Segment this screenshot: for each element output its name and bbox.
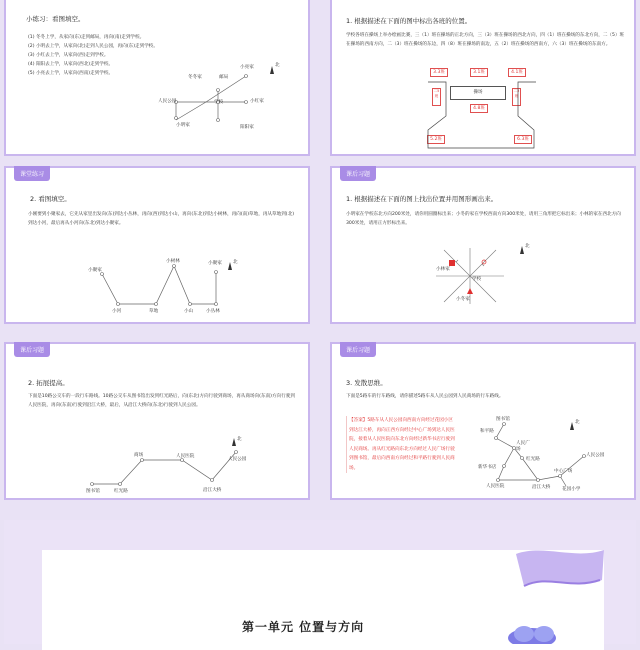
s1-label: 小红家 bbox=[250, 99, 264, 104]
s6-label: 人民公园 bbox=[586, 453, 605, 458]
s5-text: 下面是10路公交车的一段行车路线。10路公交车从图书馆出发到红光路后，向(东北)方向行驶到商场，再从商场向(东南)方向行驶到人民医院，再向(东南)行驶到沿江大桥，最后，从沿江大桥向(东北)行驶到人民公园。 bbox=[28, 394, 295, 408]
class-box: 4.8班 bbox=[470, 104, 488, 113]
s5-label: 人民公园 bbox=[228, 457, 247, 462]
s6-tag: 课后习题 bbox=[340, 342, 376, 357]
s3-label: 小聚家 bbox=[208, 261, 222, 266]
s3-tag: 课堂练习 bbox=[14, 166, 50, 181]
s6-label: 图书馆 bbox=[496, 417, 510, 422]
s1-label: 小明家 bbox=[176, 123, 190, 128]
slide-4[interactable] bbox=[330, 166, 636, 324]
s3-title: 2. 看图填空。 bbox=[30, 195, 71, 203]
s1-q1: (1) 冬冬上学，从家向(东)走到邮局，再向(南)走到学校。 bbox=[28, 35, 145, 40]
s5-label: 商场 bbox=[134, 453, 144, 458]
s3-map bbox=[6, 168, 312, 326]
s1-label: 邮局 bbox=[219, 75, 229, 80]
slide-1[interactable] bbox=[4, 0, 310, 156]
s6-label: 人民广场 bbox=[516, 441, 530, 452]
s4-north: 北 bbox=[525, 244, 530, 249]
s3-north: 北 bbox=[233, 260, 238, 265]
s6-label: 和平路 bbox=[480, 429, 494, 434]
class-box: 4.1班 bbox=[508, 68, 526, 77]
s1-q3: (3) 小红去上学，从家向(西)走到学校。 bbox=[28, 53, 109, 58]
s5-label: 红光路 bbox=[114, 489, 128, 494]
class-box: 5.2班 bbox=[427, 135, 445, 144]
s6-label: 沿江大桥 bbox=[532, 485, 551, 490]
s1-north: 北 bbox=[275, 63, 280, 68]
s6-text: 下面是5路车的行车路线，请你描述5路车从人民公园到人民商场的行车路线。 bbox=[346, 394, 504, 399]
s5-map bbox=[6, 344, 312, 502]
slide-2[interactable] bbox=[330, 0, 636, 156]
s4-label: 小冬家 bbox=[456, 297, 470, 302]
playground: 操场 bbox=[450, 86, 506, 100]
s5-north: 北 bbox=[237, 437, 242, 442]
class-box: 6.3班 bbox=[514, 135, 532, 144]
class-box: 二5班 bbox=[432, 88, 441, 106]
s1-label: 阳阳家 bbox=[240, 125, 254, 130]
s4-text: 小明家在学校东北方向200米处，请你用圆圈标出来；小冬的家在学校西南方向300米处，请用三角形把它标出来；小林的家在西北方向300米处，请用正方形标出来。 bbox=[346, 212, 621, 226]
s2-text: 学校各班在操场上举办绘画比赛，三（1）班在操场的正北方向，三（3）班在操场的西北方向，四（1）班在操场的东北方向，二（5）班在操场的西南方向，二（3）班在操场的东边，四（8）班在操场的南边，五（2）班在操场的西南方，六（3）班在操场的东南方。 bbox=[346, 33, 625, 47]
s4-label: 小林家 bbox=[436, 267, 450, 272]
s1-label: 学校 bbox=[214, 100, 224, 105]
s6-title: 3. 发散思维。 bbox=[346, 379, 387, 387]
s6-map bbox=[332, 344, 638, 502]
s5-label: 图书馆 bbox=[86, 489, 100, 494]
s4-tag: 课后习题 bbox=[340, 166, 376, 181]
s3-label: 草地 bbox=[149, 309, 159, 314]
cover-title: 第一单元 位置与方向 bbox=[242, 620, 365, 634]
s6-label: 红光路 bbox=[526, 457, 540, 462]
s6-label: 新华书店 bbox=[478, 465, 497, 470]
s5-label: 人民医院 bbox=[176, 454, 195, 459]
s6-label: 中心广场 bbox=[554, 469, 573, 474]
slide-cover[interactable] bbox=[4, 520, 636, 644]
s1-label: 小亮家 bbox=[240, 65, 254, 70]
s2-title: 1. 根据描述在下面的图中标出各班的位置。 bbox=[346, 17, 472, 25]
s6-north: 北 bbox=[575, 420, 580, 425]
s2-outline bbox=[332, 0, 638, 158]
s4-map bbox=[332, 168, 638, 326]
s3-text: 小刚要到小聚家去，它先从家里出发向(东)到达小丛林，再向(西)到达小山，再向(东北)到达小树林，再向(南)草地，再从草地到(北)到达小河，最后再从小河向(东北)到达小聚家。 bbox=[28, 212, 294, 226]
s4-title: 1. 根据描述在下面的图上找出位置并用图形画出来。 bbox=[346, 195, 498, 203]
class-box: 二3班 bbox=[512, 88, 521, 106]
s6-label: 花园小学 bbox=[562, 487, 581, 492]
s1-title: 小练习：看图填空。 bbox=[26, 15, 85, 23]
class-box: 3.3班 bbox=[430, 68, 448, 77]
s1-map bbox=[6, 0, 312, 158]
s3-label: 小丛林 bbox=[206, 309, 220, 314]
s1-label: 冬冬家 bbox=[188, 75, 202, 80]
s3-label: 小山 bbox=[184, 309, 194, 314]
s1-q5: (5) 小亮去上学，从家向(西南)走到学校。 bbox=[28, 71, 114, 76]
s1-q4: (4) 阳阳去上学，从家向(西北)走到学校。 bbox=[28, 62, 114, 67]
s5-title: 2. 拓展提高。 bbox=[28, 379, 69, 387]
slide-3[interactable] bbox=[4, 166, 310, 324]
s3-label: 小聚家 bbox=[88, 268, 102, 273]
s1-label: 人民公园 bbox=[158, 99, 177, 104]
s4-label: 学校 bbox=[472, 277, 482, 282]
s5-label: 沿江大桥 bbox=[203, 488, 222, 493]
s6-label: 人民医院 bbox=[486, 484, 505, 489]
s3-label: 小树林 bbox=[166, 259, 180, 264]
slide-5[interactable] bbox=[4, 342, 310, 500]
slide-6[interactable] bbox=[330, 342, 636, 500]
class-box: 3.1班 bbox=[470, 68, 488, 77]
s5-tag: 课后习题 bbox=[14, 342, 50, 357]
s1-q2: (2) 小明去上学，从家向(北)走到人民公园，再向(东)走到学校。 bbox=[28, 44, 158, 49]
s6-answer: 【答案】5路车从人民公园向西南方向经过花园小区到达江大桥，再向正西方向经过中心广场到达人民医院，接着从人民医院向东北方向经过新华书店行驶到人民商场。再从红光路向东北方向经过人民广场行驶到图书馆，最后向西南方向经过和平路行驶到人民商场。 bbox=[346, 416, 456, 473]
s3-label: 小河 bbox=[112, 309, 122, 314]
